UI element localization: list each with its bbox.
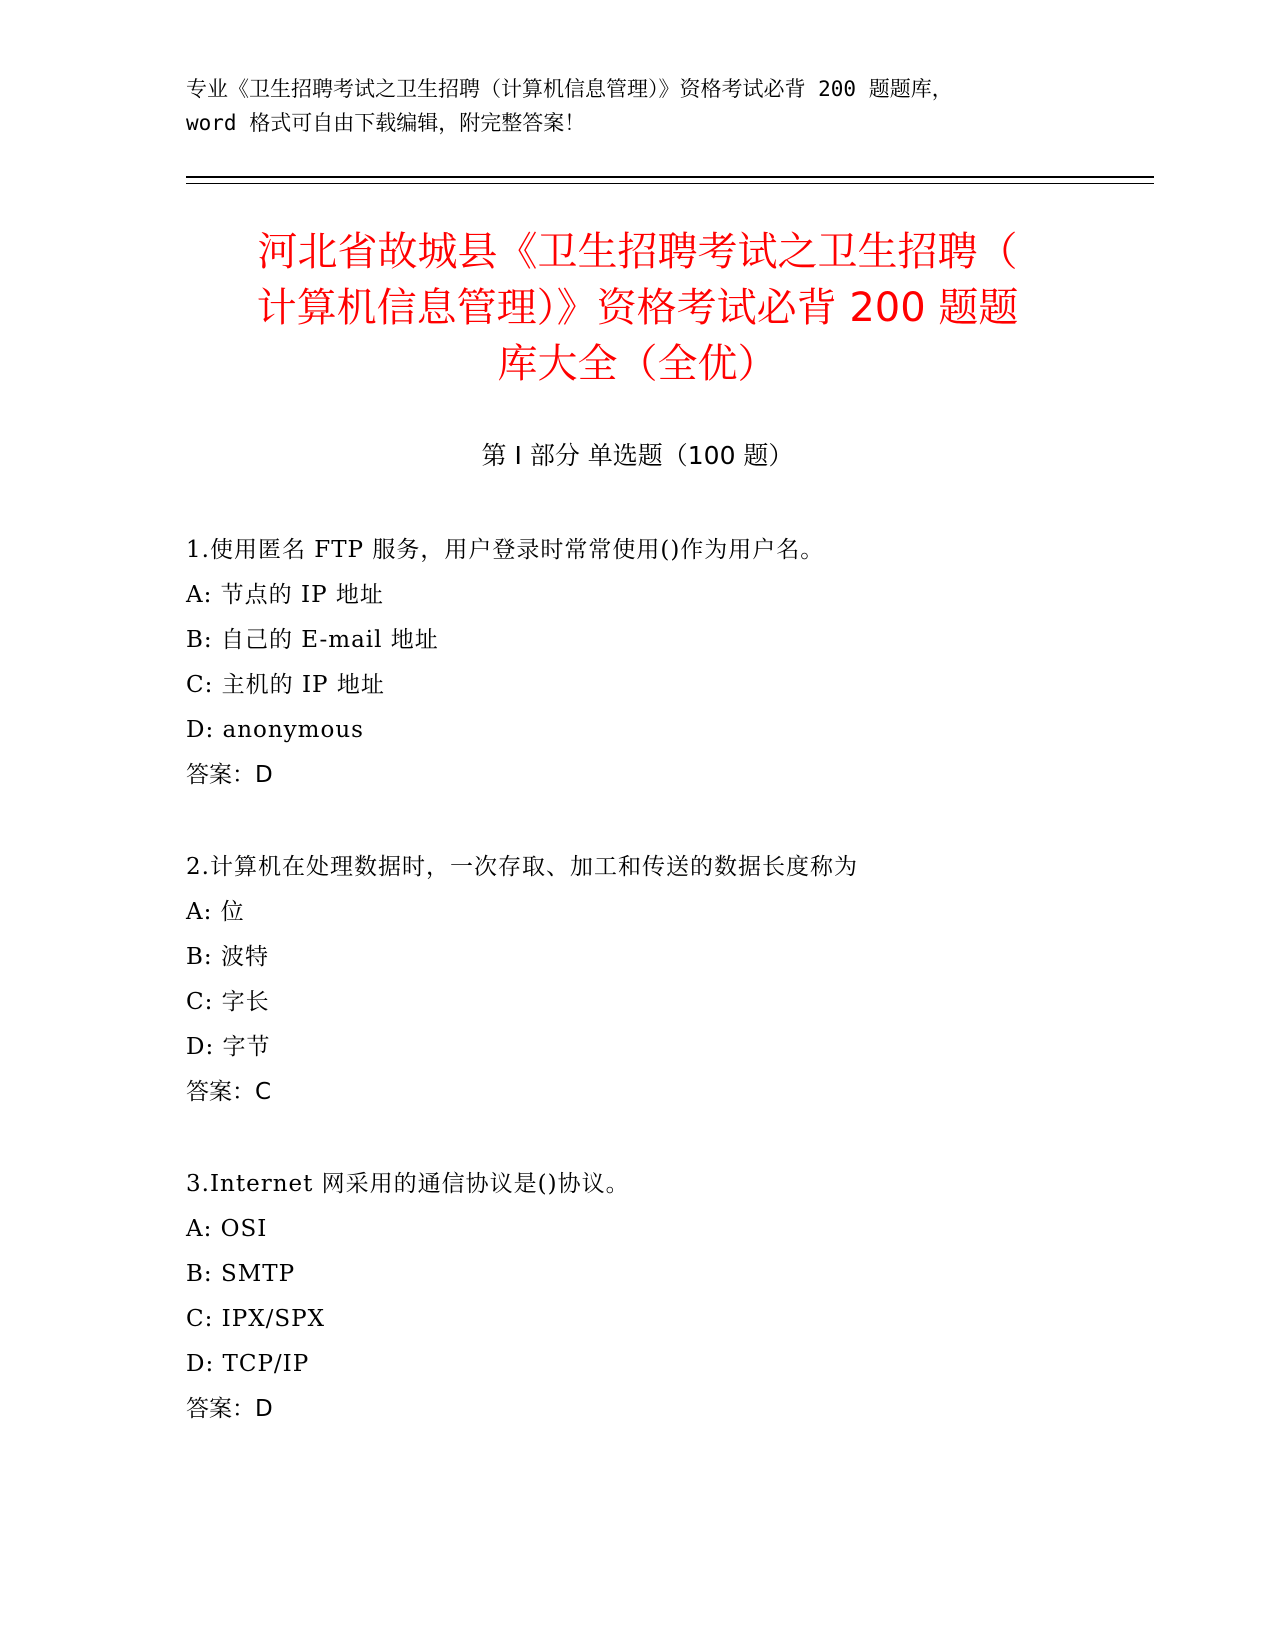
header-divider-thick <box>186 176 1154 178</box>
section-title: 第 I 部分 单选题（100 题） <box>481 441 794 470</box>
option-c: C: 主机的 IP 地址 <box>186 672 385 698</box>
question-item <box>186 1162 1146 1432</box>
question-item <box>186 845 1146 1115</box>
option-d: D: 字节 <box>186 1034 271 1060</box>
answer-label: 答案：D <box>186 762 273 788</box>
document-header <box>186 72 1106 140</box>
question-stem: 2.计算机在处理数据时，一次存取、加工和传送的数据长度称为 <box>186 854 858 880</box>
question-stem: 1.使用匿名 FTP 服务，用户登录时常常使用()作为用户名。 <box>186 537 825 563</box>
option-a: A: OSI <box>186 1216 268 1242</box>
title-line-3: 库大全（全优） <box>497 341 778 387</box>
question-item <box>186 528 1146 798</box>
option-b: B: 波特 <box>186 944 269 970</box>
answer-label: 答案：D <box>186 1396 273 1422</box>
question-list <box>186 528 1146 1479</box>
option-a: A: 节点的 IP 地址 <box>186 582 384 608</box>
header-line-1: 专业《卫生招聘考试之卫生招聘（计算机信息管理）》资格考试必背 200 题题库， <box>186 77 953 101</box>
title-line-1: 河北省故城县《卫生招聘考试之卫生招聘（ <box>257 229 1018 275</box>
option-c: C: 字长 <box>186 989 270 1015</box>
question-stem: 3.Internet 网采用的通信协议是()协议。 <box>186 1171 630 1197</box>
title-line-2: 计算机信息管理）》资格考试必背 200 题题 <box>256 285 1019 331</box>
option-d: D: TCP/IP <box>186 1351 310 1377</box>
header-line-2: word 格式可自由下载编辑，附完整答案！ <box>186 111 586 135</box>
option-b: B: 自己的 E-mail 地址 <box>186 627 439 653</box>
option-a: A: 位 <box>186 899 245 925</box>
option-b: B: SMTP <box>186 1261 296 1287</box>
option-c: C: IPX/SPX <box>186 1306 325 1332</box>
option-d: D: anonymous <box>186 717 364 743</box>
header-divider-thin <box>186 183 1154 184</box>
document-title <box>150 224 1125 392</box>
answer-label: 答案：C <box>186 1079 272 1105</box>
